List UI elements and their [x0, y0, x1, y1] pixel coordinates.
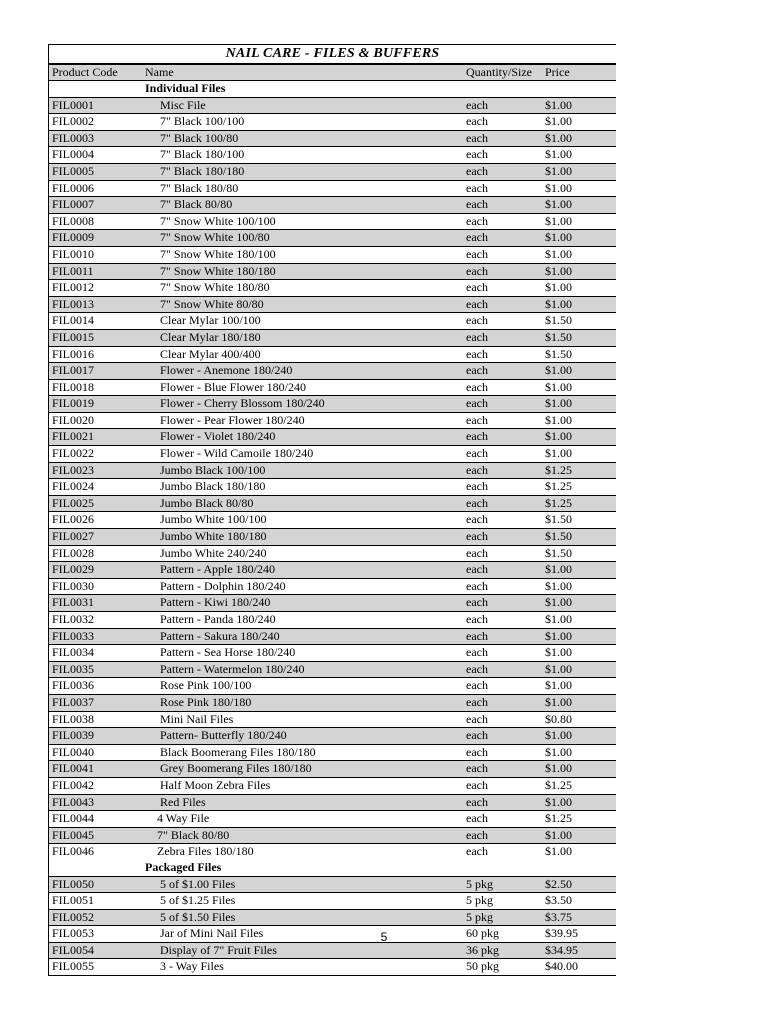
quantity-size-cell: each — [466, 512, 488, 527]
quantity-size-cell: each — [466, 412, 488, 427]
table-row — [49, 744, 616, 761]
price-cell: $1.00 — [545, 578, 572, 593]
table-row — [49, 130, 616, 147]
product-name-cell: Pattern - Panda 180/240 — [160, 612, 276, 626]
product-name-cell: Jumbo White 240/240 — [160, 545, 267, 560]
product-name-cell: Mini Nail Files — [160, 711, 234, 726]
quantity-size-cell: each — [466, 346, 488, 361]
quantity-size-cell: each — [466, 462, 488, 477]
product-name-cell: Flower - Blue Flower 180/240 — [160, 379, 306, 394]
quantity-size-cell: each — [466, 379, 488, 394]
quantity-size-cell: each — [466, 578, 488, 593]
product-name-cell: Flower - Violet 180/240 — [160, 429, 276, 444]
product-code-cell: FIL0030 — [52, 578, 94, 593]
table-row — [49, 263, 616, 280]
column-header-name: Name — [145, 65, 174, 79]
table-row — [49, 213, 616, 230]
column-header-quantity-size: Quantity/Size — [466, 65, 532, 79]
table-row — [49, 777, 616, 794]
table-row — [49, 958, 616, 976]
product-name-cell: 4 Way File — [157, 811, 210, 826]
quantity-size-cell: each — [466, 694, 488, 709]
price-cell: $1.00 — [545, 130, 572, 145]
product-code-cell: FIL0042 — [52, 777, 94, 792]
section-header-row — [49, 860, 616, 876]
product-name-cell: Half Moon Zebra Files — [160, 777, 271, 792]
product-code-cell: FIL0037 — [52, 694, 94, 709]
column-header-row — [49, 64, 616, 81]
product-code-cell: FIL0024 — [52, 479, 94, 494]
table-title: NAIL CARE - FILES & BUFFERS — [49, 44, 616, 64]
quantity-size-cell: 5 pkg — [466, 893, 493, 908]
product-code-cell: FIL0018 — [52, 379, 94, 394]
quantity-size-cell: 36 pkg — [466, 942, 499, 957]
product-code-cell: FIL0034 — [52, 645, 94, 660]
product-code-cell: FIL0012 — [52, 280, 94, 295]
quantity-size-cell: each — [466, 296, 488, 311]
quantity-size-cell: each — [466, 495, 488, 510]
table-row — [49, 827, 616, 844]
product-code-cell: FIL0002 — [52, 114, 94, 129]
quantity-size-cell: each — [466, 363, 488, 378]
price-cell: $1.00 — [545, 744, 572, 759]
product-code-cell: FIL0052 — [52, 909, 94, 924]
product-code-cell: FIL0014 — [52, 313, 94, 328]
product-code-cell: FIL0028 — [52, 545, 94, 560]
table-row — [49, 892, 616, 909]
quantity-size-cell: each — [466, 744, 488, 759]
page-number: 5 — [380, 930, 388, 944]
price-cell: $1.00 — [545, 678, 572, 693]
product-name-cell: Flower - Wild Camoile 180/240 — [160, 446, 314, 461]
price-cell: $1.00 — [545, 645, 572, 660]
product-name-cell: Grey Boomerang Files 180/180 — [160, 761, 312, 776]
table-row — [49, 395, 616, 412]
product-code-cell: FIL0040 — [52, 744, 94, 759]
quantity-size-cell: each — [466, 545, 488, 560]
price-cell: $1.00 — [545, 794, 572, 809]
product-code-cell: FIL0051 — [52, 893, 94, 908]
table-row — [49, 362, 616, 379]
price-cell: $39.95 — [545, 926, 578, 941]
price-cell: $3.50 — [545, 893, 572, 908]
price-cell: $1.00 — [545, 180, 572, 195]
product-code-cell: FIL0007 — [52, 197, 94, 212]
product-name-cell: Pattern - Apple 180/240 — [160, 562, 275, 577]
product-name-cell: 3 - Way Files — [160, 959, 224, 974]
price-cell: $1.00 — [545, 761, 572, 776]
quantity-size-cell: each — [466, 396, 488, 411]
product-name-cell: 7" Snow White 100/80 — [160, 230, 270, 245]
quantity-size-cell: each — [466, 246, 488, 261]
quantity-size-cell: each — [466, 761, 488, 776]
price-cell: $34.95 — [545, 942, 578, 957]
price-cell: $1.50 — [545, 329, 572, 344]
price-cell: $1.00 — [545, 628, 572, 643]
product-name-cell: Jumbo Black 80/80 — [160, 495, 254, 510]
column-header-product-code: Product Code — [52, 65, 118, 79]
price-cell: $1.00 — [545, 595, 572, 610]
price-cell: $1.00 — [545, 213, 572, 228]
table-row — [49, 578, 616, 595]
price-cell: $1.50 — [545, 545, 572, 560]
quantity-size-cell: each — [466, 114, 488, 129]
table-row — [49, 196, 616, 213]
product-code-cell: FIL0013 — [52, 296, 94, 311]
product-name-cell: Jumbo White 180/180 — [160, 529, 267, 544]
product-code-cell: FIL0029 — [52, 562, 94, 577]
product-name-cell: 7" Snow White 180/100 — [160, 246, 276, 261]
price-cell: $1.00 — [545, 429, 572, 444]
price-cell: $1.00 — [545, 296, 572, 311]
price-cell: $1.25 — [545, 811, 572, 826]
product-code-cell: FIL0045 — [52, 827, 94, 842]
product-name-cell: Black Boomerang Files 180/180 — [160, 744, 316, 759]
quantity-size-cell: each — [466, 147, 488, 162]
product-code-cell: FIL0003 — [52, 130, 94, 145]
product-code-cell: FIL0053 — [52, 926, 94, 941]
product-name-cell: 7" Black 100/80 — [160, 130, 239, 145]
product-name-cell: Pattern - Sakura 180/240 — [160, 628, 280, 643]
table-body — [49, 81, 616, 976]
quantity-size-cell: each — [466, 429, 488, 444]
quantity-size-cell: each — [466, 661, 488, 676]
quantity-size-cell: each — [466, 678, 488, 693]
product-name-cell: Jumbo White 100/100 — [160, 512, 267, 527]
price-cell: $1.00 — [545, 114, 572, 129]
product-code-cell: FIL0008 — [52, 213, 94, 228]
product-code-cell: FIL0055 — [52, 959, 94, 974]
product-code-cell: FIL0033 — [52, 628, 94, 643]
price-cell: $40.00 — [545, 959, 578, 974]
product-code-cell: FIL0038 — [52, 711, 94, 726]
quantity-size-cell: each — [466, 777, 488, 792]
quantity-size-cell: each — [466, 163, 488, 178]
product-name-cell: 7" Black 180/100 — [160, 147, 245, 162]
product-code-cell: FIL0054 — [52, 942, 94, 957]
product-name-cell: Clear Mylar 400/400 — [160, 346, 261, 361]
quantity-size-cell: each — [466, 844, 488, 859]
table-row — [49, 876, 616, 893]
product-code-cell: FIL0016 — [52, 346, 94, 361]
quantity-size-cell: each — [466, 562, 488, 577]
price-cell: $1.00 — [545, 379, 572, 394]
table-row — [49, 296, 616, 313]
product-code-cell: FIL0021 — [52, 429, 94, 444]
table-row — [49, 163, 616, 180]
product-name-cell: Pattern - Kiwi 180/240 — [160, 595, 271, 610]
table-row — [49, 942, 616, 959]
product-code-cell: FIL0039 — [52, 728, 94, 743]
table-row — [49, 794, 616, 811]
table-row — [49, 180, 616, 197]
quantity-size-cell: each — [466, 313, 488, 328]
table-row — [49, 379, 616, 396]
quantity-size-cell: 50 pkg — [466, 959, 499, 974]
quantity-size-cell: each — [466, 197, 488, 212]
quantity-size-cell: each — [466, 612, 488, 626]
product-name-cell: Pattern- Butterfly 180/240 — [160, 728, 287, 743]
table-row — [49, 97, 616, 114]
quantity-size-cell: each — [466, 230, 488, 245]
price-cell: $1.00 — [545, 728, 572, 743]
quantity-size-cell: each — [466, 711, 488, 726]
price-cell: $1.25 — [545, 479, 572, 494]
quantity-size-cell: each — [466, 446, 488, 461]
table-row — [49, 661, 616, 678]
quantity-size-cell: each — [466, 529, 488, 544]
quantity-size-cell: each — [466, 728, 488, 743]
price-cell: $1.50 — [545, 529, 572, 544]
product-code-cell: FIL0046 — [52, 844, 94, 859]
quantity-size-cell: each — [466, 794, 488, 809]
quantity-size-cell: each — [466, 811, 488, 826]
quantity-size-cell: 5 pkg — [466, 876, 493, 891]
table-row — [49, 462, 616, 479]
quantity-size-cell: each — [466, 280, 488, 295]
price-cell: $3.75 — [545, 909, 572, 924]
price-cell: $1.00 — [545, 97, 572, 112]
section-label: Individual Files — [145, 81, 226, 95]
product-code-cell: FIL0019 — [52, 396, 94, 411]
price-cell: $1.00 — [545, 827, 572, 842]
product-name-cell: Jumbo Black 100/100 — [160, 462, 266, 477]
table-row — [49, 312, 616, 329]
price-cell: $1.25 — [545, 777, 572, 792]
price-cell: $1.00 — [545, 562, 572, 577]
table-row — [49, 511, 616, 528]
quantity-size-cell: each — [466, 329, 488, 344]
table-row — [49, 843, 616, 860]
product-code-cell: FIL0001 — [52, 97, 94, 112]
product-code-cell: FIL0005 — [52, 163, 94, 178]
section-header-row — [49, 81, 616, 97]
price-cell: $1.50 — [545, 346, 572, 361]
product-name-cell: Flower - Pear Flower 180/240 — [160, 412, 305, 427]
table-row — [49, 628, 616, 645]
product-name-cell: Flower - Anemone 180/240 — [160, 363, 293, 378]
table-row — [49, 561, 616, 578]
table-row — [49, 329, 616, 346]
column-header-price: Price — [545, 65, 570, 79]
product-code-cell: FIL0010 — [52, 246, 94, 261]
product-code-cell: FIL0009 — [52, 230, 94, 245]
product-code-cell: FIL0036 — [52, 678, 94, 693]
table-row — [49, 246, 616, 263]
product-code-cell: FIL0035 — [52, 661, 94, 676]
product-code-cell: FIL0044 — [52, 811, 94, 826]
product-name-cell: Display of 7" Fruit Files — [160, 942, 277, 957]
price-cell: $1.00 — [545, 446, 572, 461]
product-name-cell: Pattern - Dolphin 180/240 — [160, 578, 286, 593]
quantity-size-cell: each — [466, 97, 488, 112]
product-name-cell: 7" Snow White 180/80 — [160, 280, 270, 295]
product-name-cell: 7" Black 80/80 — [157, 827, 230, 842]
product-code-cell: FIL0031 — [52, 595, 94, 610]
product-code-cell: FIL0027 — [52, 529, 94, 544]
quantity-size-cell: each — [466, 180, 488, 195]
product-name-cell: Flower - Cherry Blossom 180/240 — [160, 396, 325, 411]
price-cell: $1.00 — [545, 230, 572, 245]
product-code-cell: FIL0026 — [52, 512, 94, 527]
product-name-cell: 5 of $1.50 Files — [160, 909, 236, 924]
price-cell: $1.00 — [545, 661, 572, 676]
product-name-cell: 7" Black 100/100 — [160, 114, 245, 129]
product-code-cell: FIL0020 — [52, 412, 94, 427]
product-code-cell: FIL0043 — [52, 794, 94, 809]
quantity-size-cell: 60 pkg — [466, 926, 499, 941]
table-row — [49, 146, 616, 163]
quantity-size-cell: each — [466, 130, 488, 145]
product-name-cell: Misc File — [160, 97, 206, 112]
price-cell: $1.25 — [545, 462, 572, 477]
product-name-cell: 7" Black 180/80 — [160, 180, 239, 195]
product-code-cell: FIL0017 — [52, 363, 94, 378]
table-row — [49, 727, 616, 744]
table-row — [49, 694, 616, 711]
price-cell: $1.00 — [545, 412, 572, 427]
table-row — [49, 229, 616, 246]
price-cell: $1.00 — [545, 246, 572, 261]
quantity-size-cell: 5 pkg — [466, 909, 493, 924]
table-row — [49, 428, 616, 445]
table-row — [49, 478, 616, 495]
product-name-cell: Clear Mylar 180/180 — [160, 329, 261, 344]
quantity-size-cell: each — [466, 595, 488, 610]
product-code-cell: FIL0023 — [52, 462, 94, 477]
table-row — [49, 711, 616, 728]
quantity-size-cell: each — [466, 628, 488, 643]
product-code-cell: FIL0025 — [52, 495, 94, 510]
price-cell: $1.00 — [545, 280, 572, 295]
quantity-size-cell: each — [466, 213, 488, 228]
table-row — [49, 346, 616, 363]
product-name-cell: 7" Black 180/180 — [160, 163, 245, 178]
product-code-cell: FIL0011 — [52, 263, 94, 278]
table-row — [49, 909, 616, 926]
price-list-table — [48, 44, 616, 976]
product-name-cell: Jumbo Black 180/180 — [160, 479, 266, 494]
product-name-cell: Clear Mylar 100/100 — [160, 313, 261, 328]
table-row — [49, 445, 616, 462]
product-name-cell: 7" Snow White 80/80 — [160, 296, 264, 311]
product-name-cell: Rose Pink 100/100 — [160, 678, 252, 693]
price-cell: $1.00 — [545, 363, 572, 378]
product-code-cell: FIL0006 — [52, 180, 94, 195]
product-code-cell: FIL0041 — [52, 761, 94, 776]
table-row — [49, 677, 616, 694]
price-cell: $0.80 — [545, 711, 572, 726]
table-row — [49, 279, 616, 296]
price-cell: $1.00 — [545, 147, 572, 162]
quantity-size-cell: each — [466, 827, 488, 842]
table-row — [49, 644, 616, 661]
quantity-size-cell: each — [466, 645, 488, 660]
table-row — [49, 113, 616, 130]
price-cell: $2.50 — [545, 876, 572, 891]
product-name-cell: Pattern - Sea Horse 180/240 — [160, 645, 296, 660]
table-row — [49, 594, 616, 611]
price-cell: $1.00 — [545, 396, 572, 411]
product-name-cell: 7" Snow White 100/100 — [160, 213, 276, 228]
product-name-cell: Zebra Files 180/180 — [157, 844, 254, 859]
product-code-cell: FIL0032 — [52, 612, 94, 626]
price-cell: $1.00 — [545, 163, 572, 178]
price-cell: $1.50 — [545, 512, 572, 527]
quantity-size-cell: each — [466, 263, 488, 278]
product-name-cell: 7" Black 80/80 — [160, 197, 233, 212]
product-name-cell: 7" Snow White 180/180 — [160, 263, 276, 278]
product-code-cell: FIL0050 — [52, 876, 94, 891]
product-name-cell: Rose Pink 180/180 — [160, 694, 252, 709]
quantity-size-cell: each — [466, 479, 488, 494]
product-code-cell: FIL0022 — [52, 446, 94, 461]
price-cell: $1.00 — [545, 844, 572, 859]
product-name-cell: 5 of $1.25 Files — [160, 893, 236, 908]
price-cell: $1.25 — [545, 495, 572, 510]
section-label: Packaged Files — [145, 859, 222, 874]
table-row — [49, 611, 616, 628]
product-name-cell: 5 of $1.00 Files — [160, 876, 236, 891]
table-row — [49, 528, 616, 545]
product-code-cell: FIL0015 — [52, 329, 94, 344]
price-cell: $1.50 — [545, 313, 572, 328]
product-name-cell: Pattern - Watermelon 180/240 — [160, 661, 305, 676]
table-row — [49, 810, 616, 827]
price-cell: $1.00 — [545, 694, 572, 709]
price-cell: $1.00 — [545, 612, 572, 626]
table-row — [49, 412, 616, 429]
table-row — [49, 760, 616, 777]
product-name-cell: Red Files — [160, 794, 206, 809]
table-row — [49, 495, 616, 512]
price-cell: $1.00 — [545, 263, 572, 278]
table-row — [49, 545, 616, 562]
product-name-cell: Jar of Mini Nail Files — [160, 926, 264, 941]
price-cell: $1.00 — [545, 197, 572, 212]
product-code-cell: FIL0004 — [52, 147, 94, 162]
